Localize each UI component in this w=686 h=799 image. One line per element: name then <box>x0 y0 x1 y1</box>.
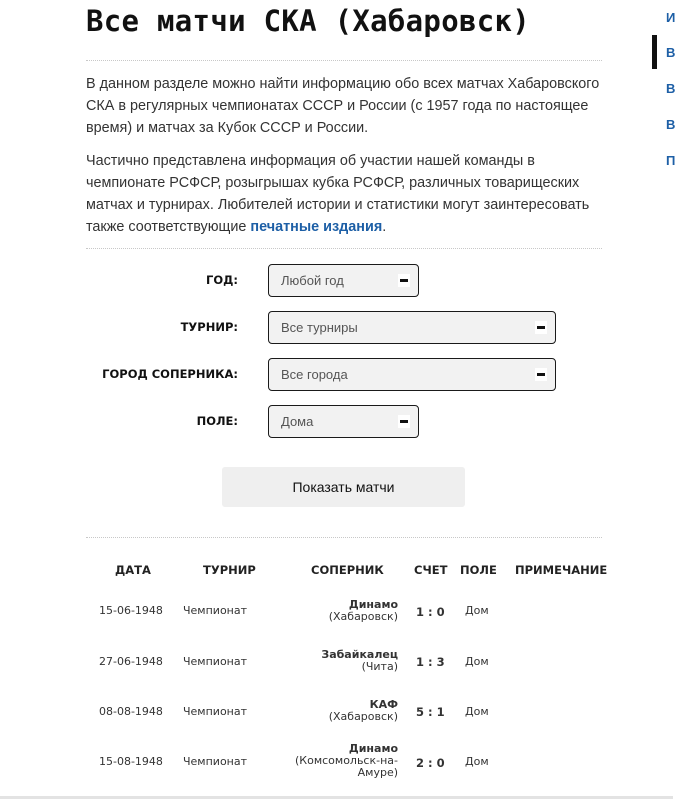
side-nav-item[interactable]: В <box>666 45 676 60</box>
header-tournament[interactable]: ТУРНИР <box>203 563 256 577</box>
row-field: Дом <box>465 755 489 768</box>
row-date: 27-06-1948 <box>99 655 163 668</box>
opponent-name[interactable]: Динамо <box>348 598 398 611</box>
opponent-name[interactable]: КАФ <box>369 698 398 711</box>
row-score[interactable]: 5 : 1 <box>416 705 445 719</box>
field-select-value: Дома <box>281 414 314 429</box>
dropdown-icon <box>535 321 547 334</box>
opponent-city: (Комсомольск-на-Амуре) <box>294 754 398 779</box>
intro-paragraph-2-text: Частично представлена информация об участии нашей команды в чемпионате РСФСР, розыгрышах кубка РСФСР, различных товарищеских матчах и турнирах. Любителей истории и статистики могут заинтересовать также соответствующие <box>86 153 590 235</box>
dropdown-icon <box>398 274 410 287</box>
opponent-city-select-value: Все города <box>281 367 348 382</box>
row-field: Дом <box>465 655 489 668</box>
dropdown-icon <box>535 368 547 381</box>
tournament-select-value: Все турниры <box>281 320 358 335</box>
intro-paragraph-2 <box>86 150 606 238</box>
year-label: ГОД: <box>206 273 238 287</box>
dropdown-icon <box>398 415 410 428</box>
row-tournament: Чемпионат <box>183 655 248 668</box>
row-opponent <box>268 743 398 779</box>
header-note[interactable]: ПРИМЕЧАНИЕ <box>515 563 608 577</box>
side-nav-item[interactable]: В <box>666 81 676 96</box>
side-nav-item[interactable]: В <box>666 117 676 132</box>
row-score[interactable]: 1 : 0 <box>416 605 445 619</box>
opponent-city-label: ГОРОД СОПЕРНИКА: <box>102 367 238 381</box>
page-title: Все матчи СКА (Хабаровск) <box>86 4 530 38</box>
header-field[interactable]: ПОЛЕ <box>460 563 497 577</box>
row-tournament: Чемпионат <box>183 705 248 718</box>
intro-paragraph-1: В данном разделе можно найти информацию обо всех матчах Хабаровского СКА в регулярных чемпионатах СССР и России (с 1957 года по настоящее время) и матчах за Кубок СССР и России. <box>86 76 600 136</box>
row-score[interactable]: 2 : 0 <box>416 756 445 770</box>
side-nav-item[interactable]: П <box>666 153 676 168</box>
side-nav-item[interactable]: И <box>666 10 676 25</box>
header-opponent[interactable]: СОПЕРНИК <box>311 563 384 577</box>
print-editions-link[interactable]: печатные издания <box>250 219 383 235</box>
row-date: 15-08-1948 <box>99 755 163 768</box>
row-opponent <box>268 599 398 623</box>
row-tournament: Чемпионат <box>183 755 248 768</box>
divider <box>86 60 602 61</box>
row-score[interactable]: 1 : 3 <box>416 655 445 669</box>
side-nav-active-marker <box>652 35 657 69</box>
tournament-label: ТУРНИР: <box>180 320 238 334</box>
row-opponent <box>268 699 398 723</box>
opponent-city: (Хабаровск) <box>328 710 398 723</box>
row-field: Дом <box>465 705 489 718</box>
year-select-value: Любой год <box>281 273 344 288</box>
show-matches-button[interactable]: Показать матчи <box>222 467 465 507</box>
divider <box>86 248 602 249</box>
row-field: Дом <box>465 604 489 617</box>
field-label: ПОЛЕ: <box>196 414 238 428</box>
intro-paragraph-2-end: . <box>382 219 387 235</box>
opponent-city-select[interactable] <box>268 358 556 391</box>
row-date: 15-06-1948 <box>99 604 163 617</box>
opponent-city: (Чита) <box>361 660 398 673</box>
tournament-select[interactable] <box>268 311 556 344</box>
field-select[interactable] <box>268 405 419 438</box>
header-score[interactable]: СЧЕТ <box>414 563 448 577</box>
year-select[interactable] <box>268 264 419 297</box>
opponent-city: (Хабаровск) <box>328 610 398 623</box>
row-tournament: Чемпионат <box>183 604 248 617</box>
divider <box>86 537 602 538</box>
opponent-name[interactable]: Забайкалец <box>321 648 398 661</box>
row-date: 08-08-1948 <box>99 705 163 718</box>
opponent-name[interactable]: Динамо <box>348 742 398 755</box>
row-opponent <box>268 649 398 673</box>
header-date[interactable]: ДАТА <box>115 563 151 577</box>
